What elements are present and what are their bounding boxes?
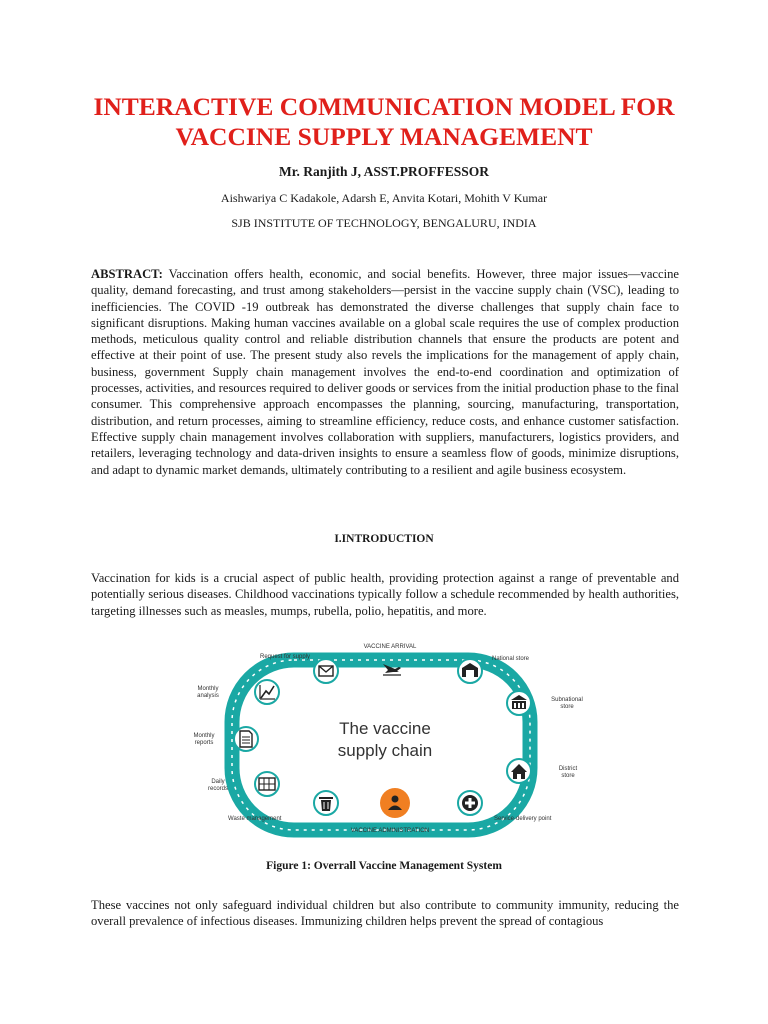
title-line-2: VACCINE SUPPLY MANAGEMENT	[175, 122, 593, 151]
vaccine-administration-label: VACCINE ADMINISTRATION	[350, 828, 430, 834]
intro-paragraph: Vaccination for kids is a crucial aspect of public health, providing protection against a range of preventable and potentially serious diseases. Childhood vaccinations typically follow a schedule recommended by health authorities, targeting illnesses such as measles, mumps, rubella, polio, hepatitis, and more.	[91, 571, 679, 618]
subnational-store-icon	[507, 691, 531, 715]
student-authors: Aishwariya C Kadakole, Adarsh E, Anvita Kotari, Mohith V Kumar	[220, 191, 548, 205]
label-daily-records-2: records	[207, 786, 229, 792]
institution: SJB INSTITUTE OF TECHNOLOGY, BENGALURU, INDIA	[231, 216, 537, 230]
label-district-2: store	[561, 773, 575, 779]
label-monthly-analysis-1: Monthly	[197, 686, 219, 692]
figure-center-title-1: The vaccine	[339, 719, 431, 738]
paper-title	[40, 92, 728, 152]
label-monthly-analysis-2: analysis	[197, 693, 219, 699]
figure-center-title-2: supply chain	[337, 741, 433, 760]
label-subnational-1: Subnational	[551, 697, 583, 703]
abstract-label: ABSTRACT:	[91, 267, 163, 281]
label-district-1: District	[558, 766, 578, 772]
label-request-for-supply: Request for supply	[260, 654, 311, 660]
monthly-reports-icon	[234, 727, 258, 751]
title-line-1: INTERACTIVE COMMUNICATION MODEL FOR	[93, 92, 675, 121]
vaccine-administration-icon	[380, 788, 410, 818]
label-service-delivery-point: Service-delivery point	[494, 816, 552, 822]
abstract-text: Vaccination offers health, economic, and social benefits. However, three major issues—vaccine quality, demand forecasting, and trust among stakeholders—persist in the vaccine supply chain (VSC), leading to inefficiencies. The COVID -19 outbreak has demonstrated the diverse challenges that supply chain face to significant disruptions. Making human vaccines available on a global scale requires the use of complex production methods, meticulous quality control and reliable distribution channels that ensure the products are potent and effective at their point of use. The present study also revels the implications for the management of apply chain, business, government Supply chain management involves the end-to-end coordination and optimization of processes, activities, and resources required to deliver goods or services from the initial production phase to the final consumer. This comprehensive approach encompasses the planning, sourcing, manufacturing, transportation, distribution, and return processes, aiming to streamline efficiency, reduce costs, and enhance customer satisfaction. Effective supply chain management involves collaboration with suppliers, manufacturers, logistics providers, and retailers, leveraging technology and data-driven insights to ensure a seamless flow of goods, minimize disruptions, and adapt to dynamic market demands, ultimately contributing to a resilient and agile business ecosystem.	[91, 267, 679, 477]
service-delivery-point-icon	[458, 791, 482, 815]
label-waste-management: Waste management	[228, 816, 282, 822]
author: Mr. Ranjith J, ASST.PROFFESSOR	[278, 164, 490, 179]
label-subnational-2: store	[560, 704, 574, 710]
figure-caption: Figure 1: Overrall Vaccine Management System	[266, 860, 502, 872]
daily-records-icon	[255, 772, 279, 796]
request-for-supply-icon	[314, 659, 338, 683]
vaccine-arrival-label: VACCINE ARRIVAL	[363, 644, 417, 650]
national-store-icon	[458, 659, 482, 683]
figure-vaccine-supply-chain	[180, 640, 592, 840]
monthly-analysis-icon	[255, 680, 279, 704]
label-monthly-reports-2: reports	[194, 740, 214, 746]
label-monthly-reports-1: Monthly	[193, 733, 215, 739]
closing-paragraph: These vaccines not only safeguard individual children but also contribute to community immunity, reducing the overall prevalence of infectious diseases. Immunizing children helps prevent the spread of contagious	[91, 898, 679, 929]
district-store-icon	[507, 759, 531, 783]
section-heading-introduction: I.INTRODUCTION	[334, 533, 434, 545]
label-national-store: National store	[492, 656, 530, 662]
abstract	[91, 266, 679, 478]
waste-management-icon	[314, 791, 338, 815]
label-daily-records-1: Daily	[211, 779, 225, 785]
